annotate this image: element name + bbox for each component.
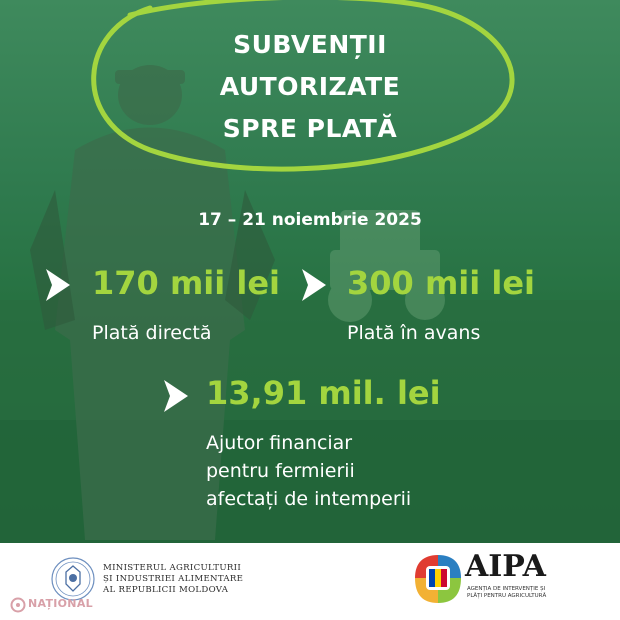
arrow-right-icon	[42, 266, 74, 304]
description-financial-aid-line-3: afectați de intemperii	[206, 488, 412, 510]
headline-line-2: AUTORIZATE	[219, 72, 401, 101]
national-watermark: NAȚIONAL	[28, 597, 93, 610]
arrow-right-icon	[298, 266, 330, 304]
description-direct-payment: Plată directă	[92, 322, 212, 344]
moldova-coat-of-arms-icon	[50, 556, 96, 602]
description-advance-payment: Plată în avans	[347, 322, 481, 344]
ministry-line-2: ȘI INDUSTRIEI ALIMENTARE	[103, 574, 244, 584]
description-financial-aid-line-2: pentru fermierii	[206, 460, 355, 482]
aipa-logo-icon	[413, 553, 463, 605]
arrow-right-icon	[160, 377, 192, 415]
aipa-name: AIPA	[465, 549, 546, 584]
date-range: 17 – 21 noiembrie 2025	[198, 210, 422, 230]
ministry-line-3: AL REPUBLICII MOLDOVA	[103, 585, 229, 595]
description-financial-aid-line-1: Ajutor financiar	[206, 432, 353, 454]
headline-line-1: SUBVENȚII	[233, 30, 387, 59]
amount-advance-payment: 300 mii lei	[347, 264, 535, 302]
aipa-subtitle-line-1: AGENȚIA DE INTERVENȚIE ȘI	[467, 586, 546, 592]
amount-financial-aid: 13,91 mil. lei	[206, 374, 441, 412]
headline-line-3: SPRE PLATĂ	[222, 114, 398, 143]
ministry-line-1: MINISTERUL AGRICULTURII	[103, 563, 242, 573]
national-logo-icon	[10, 597, 26, 613]
aipa-subtitle	[467, 586, 546, 600]
ministry-name	[103, 563, 243, 596]
amount-direct-payment: 170 mii lei	[92, 264, 280, 302]
aipa-subtitle-line-2: PLĂȚI PENTRU AGRICULTURĂ	[467, 593, 547, 599]
